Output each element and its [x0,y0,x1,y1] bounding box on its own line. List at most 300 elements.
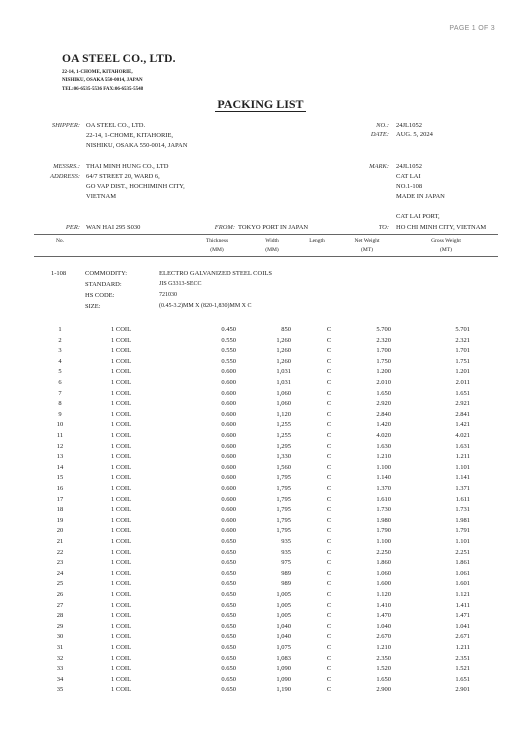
row-thickness: 0.650 [221,675,236,683]
row-net-weight: 1.100 [376,463,391,471]
row-quantity: 1 COIL [111,368,132,376]
row-thickness: 0.600 [221,400,236,408]
row-width: 850 [281,326,291,333]
row-width: 1,255 [276,432,291,439]
row-length: C [326,368,332,376]
table-row [0,464,521,474]
row-length: C [326,654,332,662]
row-quantity: 1 COIL [111,432,132,439]
row-net-weight: 2.920 [376,400,391,408]
row-gross-weight: 1.471 [455,612,470,620]
row-gross-weight: 1.701 [455,347,470,355]
row-number: 6 [58,379,62,386]
row-net-weight: 1.790 [376,527,391,535]
shipper-label: SHIPPER: [51,122,80,129]
row-gross-weight: 1.861 [455,559,470,567]
row-gross-weight: 1.201 [455,368,470,376]
row-number: 22 [56,548,64,556]
table-row [0,326,521,336]
row-width: 1,031 [276,379,291,386]
row-thickness: 0.650 [221,601,236,609]
row-quantity: 1 COIL [111,379,132,386]
row-length: C [326,326,332,333]
table-row [0,633,521,643]
table-header-top-rule [34,234,498,235]
item-range: 1-108 [51,270,67,277]
table-row [0,368,521,378]
table-row [0,337,521,347]
row-length: C [326,622,332,630]
row-quantity: 1 COIL [111,675,132,683]
row-quantity: 1 COIL [111,495,132,503]
row-width: 1,795 [276,485,291,492]
row-net-weight: 4.020 [376,432,391,439]
row-number: 15 [56,474,64,482]
row-length: C [326,463,332,471]
row-quantity: 1 COIL [111,559,132,567]
row-gross-weight: 1.421 [455,421,470,429]
row-number: 1 [58,326,62,333]
date-value: AUG. 5, 2024 [396,131,433,138]
table-row [0,602,521,612]
row-net-weight: 1.370 [376,485,391,492]
row-gross-weight: 2.921 [455,400,470,408]
consignee-line-2: 64/7 STREET 20, WARD 6, [86,173,160,180]
address-label: ADDRESS: [50,173,80,180]
row-thickness: 0.600 [221,506,236,514]
col-header-net-weight: Net Weight [354,238,380,244]
table-row [0,655,521,665]
shipper-line-1: OA STEEL CO., LTD. [86,122,146,129]
size-label: SIZE: [85,303,101,310]
row-length: C [326,432,332,439]
row-width: 935 [281,538,291,545]
row-thickness: 0.650 [221,665,236,673]
row-width: 989 [281,580,291,588]
row-quantity: 1 COIL [111,400,132,408]
row-thickness: 0.650 [221,538,236,545]
row-thickness: 0.650 [221,654,236,662]
table-row [0,506,521,516]
commodity-label: COMMODITY: [85,270,128,277]
row-thickness: 0.450 [221,326,236,333]
row-net-weight: 1.600 [376,580,391,588]
consignee-line-3: GO VAP DIST., HOCHIMINH CITY, [86,183,185,190]
row-net-weight: 1.520 [376,665,391,673]
row-width: 1,560 [276,463,291,471]
company-address-line-1: 22-14, 1-CHOME, KITAHORIE, [62,70,133,75]
table-row [0,527,521,537]
row-width: 1,031 [276,368,291,376]
row-number: 16 [56,485,64,492]
row-number: 9 [58,410,62,418]
row-quantity: 1 COIL [111,506,132,514]
table-row [0,411,521,421]
ref-no-value: 24JL1052 [396,122,422,129]
row-quantity: 1 COIL [111,474,132,482]
row-width: 1,060 [276,400,291,408]
row-quantity: 1 COIL [111,357,132,365]
row-length: C [326,601,332,609]
row-length: C [326,474,332,482]
row-net-weight: 1.470 [376,612,391,620]
row-thickness: 0.650 [221,644,236,651]
table-row [0,400,521,410]
row-width: 1,295 [276,442,291,450]
row-width: 1,795 [276,495,291,503]
row-length: C [326,580,332,588]
row-thickness: 0.650 [221,622,236,630]
table-row [0,580,521,590]
row-number: 24 [56,569,64,577]
table-row [0,432,521,442]
row-number: 19 [56,516,64,524]
row-thickness: 0.600 [221,410,236,418]
row-quantity: 1 COIL [111,633,132,641]
table-row [0,496,521,506]
col-header-length: Length [309,238,325,244]
row-gross-weight: 1.101 [455,538,470,545]
row-quantity: 1 COIL [111,336,132,344]
row-length: C [326,516,332,524]
document-title [0,97,521,112]
row-width: 1,040 [276,633,291,641]
standard-label: STANDARD: [85,281,122,288]
row-quantity: 1 COIL [111,686,132,694]
row-quantity: 1 COIL [111,665,132,673]
row-width: 1,005 [276,601,291,609]
row-length: C [326,665,332,673]
row-net-weight: 1.100 [376,538,391,545]
size-value: (0.45-3.2)MM X (820-1,830)MM X C [159,303,252,309]
row-width: 1,120 [276,410,291,418]
row-number: 30 [56,633,64,641]
row-quantity: 1 COIL [111,654,132,662]
destination-port: CAT LAI PORT, [396,213,440,220]
row-gross-weight: 1.041 [455,622,470,630]
table-row [0,379,521,389]
col-header-thickness: Thickness [205,238,229,244]
row-quantity: 1 COIL [111,580,132,588]
row-quantity: 1 COIL [111,421,132,429]
row-quantity: 1 COIL [111,516,132,524]
row-length: C [326,389,332,397]
row-quantity: 1 COIL [111,442,132,450]
company-address-line-2: NISHIKU, OSAKA 550-0014, JAPAN [62,78,143,83]
row-gross-weight: 5.701 [455,326,470,333]
row-gross-weight: 1.651 [455,389,470,397]
table-row [0,570,521,580]
row-thickness: 0.650 [221,548,236,556]
table-row [0,517,521,527]
row-number: 32 [56,654,64,662]
company-name: OA STEEL CO., LTD. [62,53,176,65]
row-length: C [326,495,332,503]
row-length: C [326,527,332,535]
row-thickness: 0.600 [221,463,236,471]
row-net-weight: 5.700 [376,326,391,333]
row-number: 8 [58,400,62,408]
row-net-weight: 1.200 [376,368,391,376]
table-row [0,453,521,463]
row-net-weight: 1.860 [376,559,391,567]
row-gross-weight: 2.011 [455,379,470,386]
row-length: C [326,421,332,429]
hs-code-label: HS CODE: [85,292,115,299]
row-thickness: 0.600 [221,527,236,535]
row-gross-weight: 1.731 [455,506,470,514]
row-width: 1,795 [276,474,291,482]
row-width: 1,260 [276,347,291,355]
row-width: 1,795 [276,506,291,514]
row-number: 7 [58,389,62,397]
col-header-net-weight-unit: (MT) [361,247,373,253]
table-row [0,591,521,601]
row-width: 1,190 [276,686,291,694]
row-number: 33 [56,665,64,673]
shipper-line-3: NISHIKU, OSAKA 550-0014, JAPAN [86,142,188,149]
col-header-no: No. [55,238,65,244]
row-thickness: 0.550 [221,357,236,365]
col-header-thickness-unit: (MM) [210,247,224,253]
row-width: 1,005 [276,612,291,620]
row-net-weight: 2.010 [376,379,391,386]
row-quantity: 1 COIL [111,644,132,651]
row-length: C [326,559,332,567]
row-net-weight: 1.060 [376,569,391,577]
row-net-weight: 2.900 [376,686,391,694]
row-length: C [326,357,332,365]
row-thickness: 0.600 [221,485,236,492]
consignee-line-1: THAI MINH HUNG CO., LTD [86,163,169,170]
row-thickness: 0.600 [221,474,236,482]
row-quantity: 1 COIL [111,591,132,598]
row-net-weight: 2.250 [376,548,391,556]
row-quantity: 1 COIL [111,538,132,545]
row-quantity: 1 COIL [111,601,132,609]
col-header-gross-weight-unit: (MT) [440,247,452,253]
row-thickness: 0.600 [221,432,236,439]
row-quantity: 1 COIL [111,326,132,333]
row-length: C [326,485,332,492]
table-row [0,347,521,357]
row-thickness: 0.650 [221,580,236,588]
row-net-weight: 2.670 [376,633,391,641]
row-net-weight: 1.210 [376,644,391,651]
row-length: C [326,379,332,386]
table-row [0,474,521,484]
vessel-value: WAN HAI 295 S030 [86,224,141,231]
row-net-weight: 1.750 [376,357,391,365]
row-number: 10 [56,421,64,429]
row-number: 23 [56,559,64,567]
col-header-width: Width [265,238,279,244]
row-gross-weight: 1.631 [455,442,470,450]
row-number: 21 [56,538,64,545]
row-gross-weight: 1.981 [455,516,470,524]
row-quantity: 1 COIL [111,548,132,556]
row-length: C [326,675,332,683]
row-number: 14 [56,463,64,471]
row-length: C [326,548,332,556]
row-length: C [326,410,332,418]
row-gross-weight: 1.791 [455,527,470,535]
table-row [0,390,521,400]
row-number: 27 [56,601,64,609]
row-width: 975 [281,559,291,567]
row-number: 25 [56,580,64,588]
row-number: 3 [58,347,62,355]
row-width: 1,075 [276,644,291,651]
row-number: 28 [56,612,64,620]
table-row [0,686,521,696]
row-thickness: 0.600 [221,379,236,386]
row-quantity: 1 COIL [111,622,132,630]
table-row [0,623,521,633]
row-width: 1,083 [276,654,291,662]
row-net-weight: 1.410 [376,601,391,609]
row-net-weight: 1.650 [376,675,391,683]
mark-line-4: MADE IN JAPAN [396,193,445,200]
row-length: C [326,400,332,408]
row-thickness: 0.650 [221,633,236,641]
mark-line-3: NO.1-108 [396,183,423,190]
row-gross-weight: 4.021 [455,432,470,439]
row-number: 4 [58,357,62,365]
row-quantity: 1 COIL [111,569,132,577]
row-width: 1,260 [276,357,291,365]
row-number: 11 [56,432,64,439]
row-net-weight: 1.610 [376,495,391,503]
table-row [0,538,521,548]
from-label: FROM: [214,224,235,231]
row-net-weight: 1.210 [376,453,391,461]
row-number: 12 [56,442,64,450]
row-quantity: 1 COIL [111,612,132,620]
row-number: 18 [56,506,64,514]
row-gross-weight: 1.751 [455,357,470,365]
row-gross-weight: 1.211 [455,453,470,461]
row-gross-weight: 1.601 [455,580,470,588]
row-length: C [326,336,332,344]
row-width: 1,005 [276,591,291,598]
row-width: 1,060 [276,389,291,397]
table-row [0,665,521,675]
row-thickness: 0.600 [221,421,236,429]
row-number: 34 [56,675,64,683]
row-width: 1,255 [276,421,291,429]
row-gross-weight: 1.121 [455,591,470,598]
row-quantity: 1 COIL [111,463,132,471]
row-length: C [326,633,332,641]
row-width: 1,795 [276,527,291,535]
row-gross-weight: 2.251 [455,548,470,556]
hs-code-value: 721030 [159,292,177,298]
table-row [0,612,521,622]
row-thickness: 0.650 [221,591,236,598]
row-width: 1,090 [276,665,291,673]
row-length: C [326,347,332,355]
table-header-bottom-rule [34,256,498,257]
row-length: C [326,612,332,620]
row-gross-weight: 2.351 [455,654,470,662]
row-number: 31 [56,644,64,651]
row-quantity: 1 COIL [111,485,132,492]
row-quantity: 1 COIL [111,453,132,461]
date-label: DATE: [370,131,389,138]
row-number: 5 [58,368,62,376]
from-value: TOKYO PORT IN JAPAN [238,224,309,231]
row-net-weight: 1.980 [376,516,391,524]
row-net-weight: 2.320 [376,336,391,344]
standard-value: JIS G3313-SECC [159,281,202,287]
row-length: C [326,644,332,651]
row-net-weight: 1.630 [376,442,391,450]
mark-line-1: 24JL1052 [396,163,422,170]
row-length: C [326,569,332,577]
row-quantity: 1 COIL [111,347,132,355]
table-row [0,485,521,495]
row-gross-weight: 1.211 [455,644,470,651]
row-quantity: 1 COIL [111,410,132,418]
shipper-line-2: 22-14, 1-CHOME, KITAHORIE, [86,132,174,139]
row-net-weight: 1.420 [376,421,391,429]
col-header-gross-weight: Gross Weight [431,238,461,244]
row-net-weight: 1.650 [376,389,391,397]
row-thickness: 0.600 [221,368,236,376]
row-thickness: 0.650 [221,686,236,694]
page-number: PAGE 1 OF 3 [449,25,495,32]
row-gross-weight: 2.901 [455,686,470,694]
per-label: PER: [65,224,80,231]
row-number: 2 [58,336,62,344]
row-number: 20 [56,527,64,535]
row-gross-weight: 1.101 [455,463,470,471]
consignee-line-4: VIETNAM [86,193,116,200]
row-quantity: 1 COIL [111,527,132,535]
table-row [0,676,521,686]
row-thickness: 0.600 [221,495,236,503]
table-row [0,358,521,368]
row-number: 35 [56,686,64,694]
mark-label: MARK: [369,163,389,170]
col-header-width-unit: (MM) [265,247,279,253]
row-length: C [326,591,332,598]
row-width: 1,090 [276,675,291,683]
row-net-weight: 1.120 [376,591,391,598]
to-value: HO CHI MINH CITY, VIETNAM [396,224,487,231]
row-length: C [326,453,332,461]
row-width: 935 [281,548,291,556]
row-gross-weight: 1.521 [455,665,470,673]
row-thickness: 0.600 [221,442,236,450]
row-gross-weight: 1.371 [455,485,470,492]
company-contact: TEL:06-6535-5536 FAX:06-6535-5548 [62,87,144,92]
document-title-text: PACKING LIST [217,97,304,111]
row-number: 26 [56,591,64,598]
row-thickness: 0.650 [221,612,236,620]
row-net-weight: 1.140 [376,474,391,482]
row-gross-weight: 1.141 [455,474,470,482]
row-net-weight: 1.040 [376,622,391,630]
row-gross-weight: 1.411 [455,601,470,609]
row-quantity: 1 COIL [111,389,132,397]
row-length: C [326,538,332,545]
row-gross-weight: 2.671 [455,633,470,641]
row-net-weight: 1.700 [376,347,391,355]
row-net-weight: 1.730 [376,506,391,514]
ref-no-label: NO.: [376,122,389,129]
